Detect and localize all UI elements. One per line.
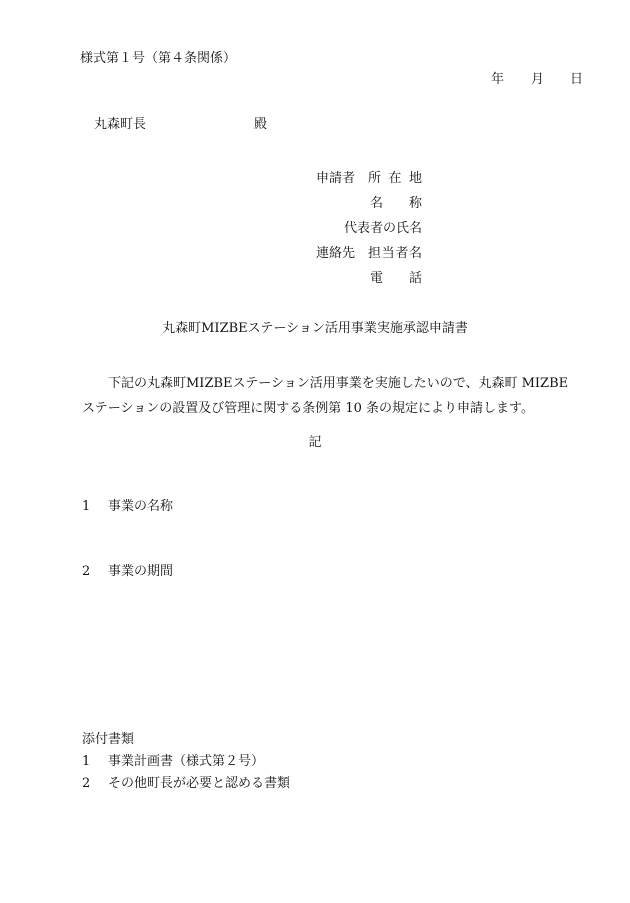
contact-person-label: 担当者名 [368,246,422,261]
addressee-name: 丸森町長 [94,117,147,132]
representative-label: 代表者の氏名 [343,221,422,236]
item-label: 事業の名称 [108,499,174,514]
phone-label: 電 話 [370,271,422,286]
applicant-group-label: 申請者 [316,171,356,186]
attachments-heading: 添付書類 [82,732,135,747]
contact-group-label: 連絡先 [316,246,356,261]
attachment-label: その他町長が必要と認める書類 [108,776,291,791]
attachment-label: 事業計画書（様式第２号） [108,754,265,769]
item-label: 事業の期間 [108,564,174,579]
item-number: 2 [82,564,91,579]
ki-heading: 記 [308,435,322,450]
item-number: 1 [82,499,91,514]
body-paragraph: 下記の丸森町MIZBEステーション活用事業を実施したいので、丸森町 MIZBE ステーションの設置及び管理に関する条例第 10 条の規定により申請します。 [82,376,569,416]
document-title: 丸森町MIZBEステーション活用事業実施承認申請書 [162,321,468,336]
attachment-item [82,777,290,790]
attachment-item [82,755,264,768]
attachment-number: 1 [82,754,91,769]
addressee-honorific: 殿 [254,117,268,132]
form-number: 様式第１号（第４条関係） [80,51,237,66]
date-month-label: 月 [531,72,545,87]
attachment-number: 2 [82,776,91,791]
name-label: 名 称 [370,196,422,211]
date-day-label: 日 [570,72,584,87]
date-year-label: 年 [491,72,505,87]
address-label: 所 在 地 [368,171,422,186]
item-project-name [82,500,173,513]
item-project-period [82,565,173,578]
